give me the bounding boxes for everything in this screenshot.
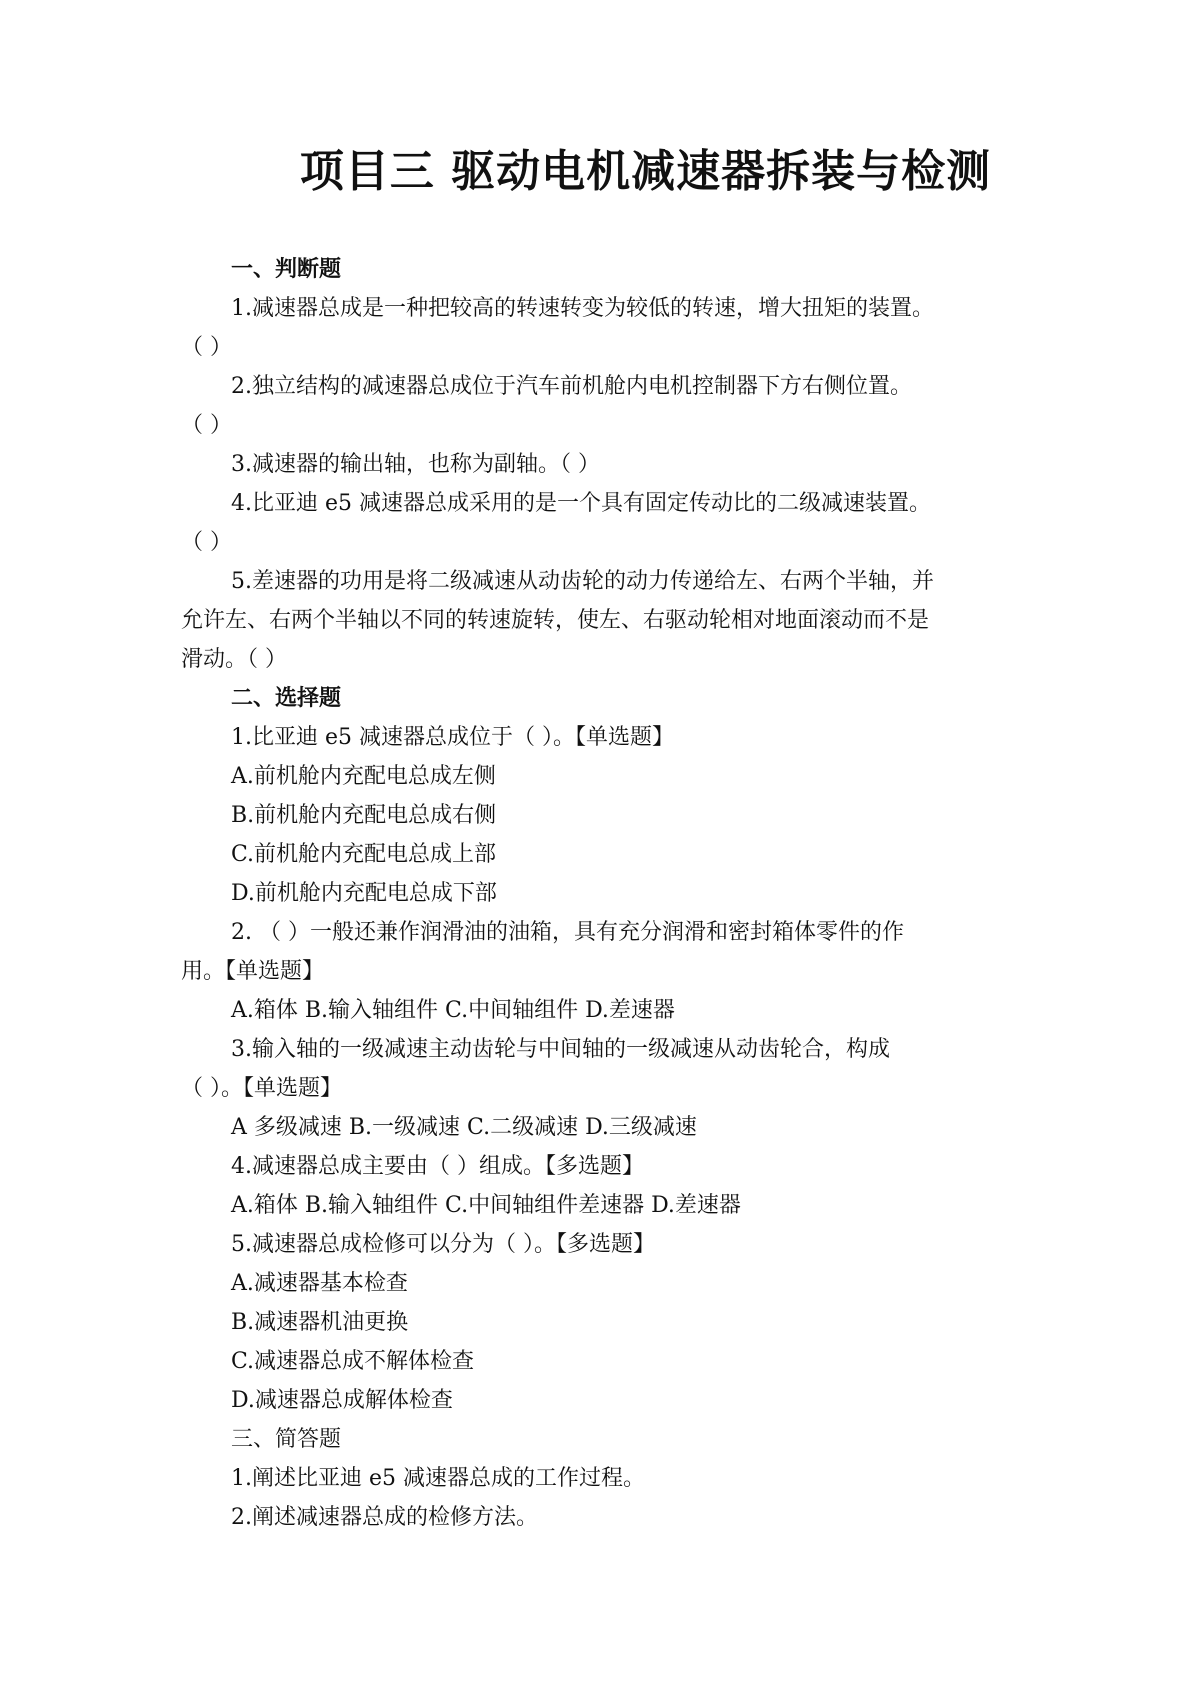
document-body <box>181 250 1003 1537</box>
judge-q4-line1: 4.比亚迪 e5 减速器总成采用的是一个具有固定传动比的二级减速装置。 <box>231 491 931 516</box>
judge-q5-line3: 滑动。（ ） <box>181 647 287 672</box>
judge-q2-line2: （ ） <box>181 413 232 438</box>
section-heading-judge: 一、判断题 <box>231 257 342 282</box>
choice-q5: 5.减速器总成检修可以分为（ ）。【多选题】 <box>231 1232 655 1257</box>
choice-q5-option-b: B.减速器机油更换 <box>231 1310 409 1335</box>
choice-q3-options: A 多级减速 B.一级减速 C.二级减速 D.三级减速 <box>231 1115 697 1140</box>
choice-q5-option-c: C.减速器总成不解体检查 <box>231 1349 475 1374</box>
judge-q1-line2: （ ） <box>181 335 232 360</box>
page-title: 项目三 驱动电机减速器拆装与检测 <box>299 146 992 197</box>
choice-q5-option-d: D.减速器总成解体检查 <box>231 1388 453 1413</box>
choice-q1-option-d: D.前机舱内充配电总成下部 <box>231 881 497 906</box>
choice-q5-option-a: A.减速器基本检查 <box>231 1271 408 1296</box>
judge-q1-line1: 1.减速器总成是一种把较高的转速转变为较低的转速，增大扭矩的装置。 <box>231 296 934 321</box>
choice-q4: 4.减速器总成主要由（ ）组成。【多选题】 <box>231 1154 644 1179</box>
choice-q2-line1: 2. （ ）一般还兼作润滑油的油箱，具有充分润滑和密封箱体零件的作 <box>231 920 904 945</box>
choice-q1-option-a: A.前机舱内充配电总成左侧 <box>231 764 496 789</box>
section-heading-choice: 二、选择题 <box>231 686 342 711</box>
choice-q4-options: A.箱体 B.输入轴组件 C.中间轴组件差速器 D.差速器 <box>231 1193 741 1218</box>
section-heading-short: 三、简答题 <box>231 1427 342 1452</box>
judge-q3: 3.减速器的输出轴，也称为副轴。（ ） <box>231 452 600 477</box>
choice-q3-line1: 3.输入轴的一级减速主动齿轮与中间轴的一级减速从动齿轮合，构成 <box>231 1037 890 1062</box>
choice-q2-options: A.箱体 B.输入轴组件 C.中间轴组件 D.差速器 <box>231 998 675 1023</box>
choice-q1: 1.比亚迪 e5 减速器总成位于（ ）。【单选题】 <box>231 725 674 750</box>
short-q2: 2.阐述减速器总成的检修方法。 <box>231 1505 538 1530</box>
short-q1: 1.阐述比亚迪 e5 减速器总成的工作过程。 <box>231 1466 645 1491</box>
choice-q1-option-c: C.前机舱内充配电总成上部 <box>231 842 497 867</box>
choice-q2-line2: 用。【单选题】 <box>181 959 325 984</box>
judge-q5-line2: 允许左、右两个半轴以不同的转速旋转，使左、右驱动轮相对地面滚动而不是 <box>181 608 930 633</box>
judge-q4-line2: （ ） <box>181 530 232 555</box>
choice-q1-option-b: B.前机舱内充配电总成右侧 <box>231 803 497 828</box>
judge-q5-line1: 5.差速器的功用是将二级减速从动齿轮的动力传递给左、右两个半轴，并 <box>231 569 934 594</box>
choice-q3-line2: （ ）。【单选题】 <box>181 1076 342 1101</box>
judge-q2-line1: 2.独立结构的减速器总成位于汽车前机舱内电机控制器下方右侧位置。 <box>231 374 912 399</box>
